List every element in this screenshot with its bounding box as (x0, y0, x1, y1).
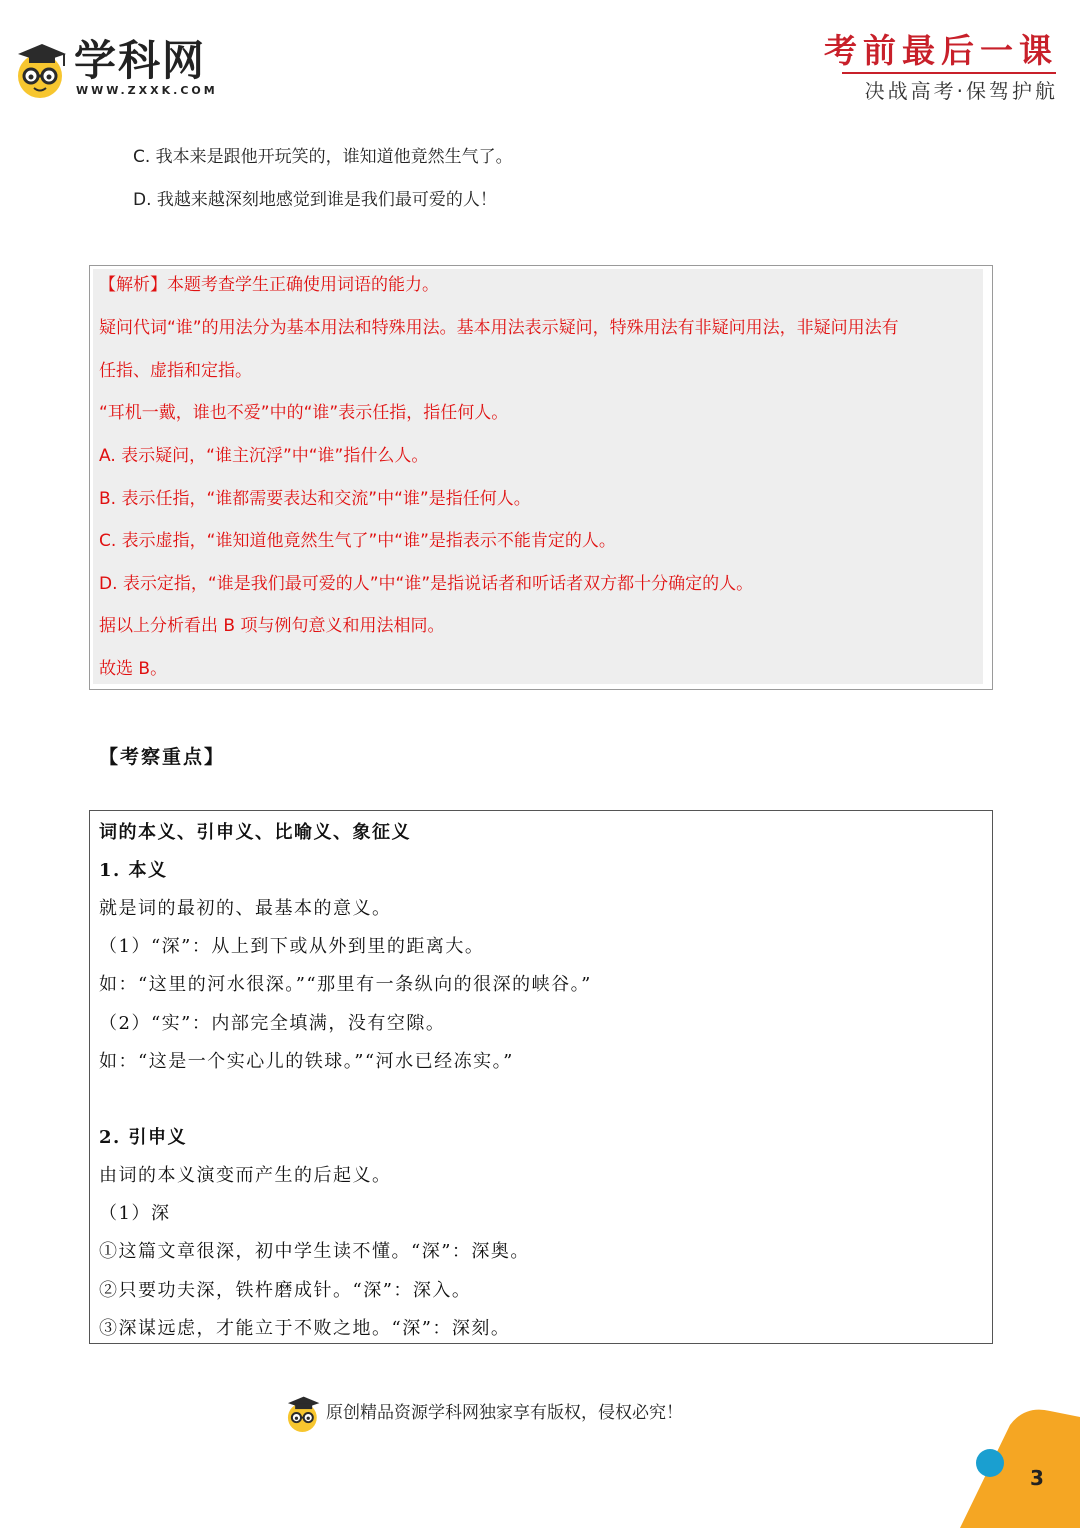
key-points-title: 词的本义、引申义、比喻义、象征义 (99, 822, 411, 843)
copyright-notice: 原创精品资源学科网独家享有版权，侵权必究！ (326, 1403, 683, 1423)
key-points-line: ①这篇文章很深，初中学生读不懂。“深”：深奥。 (99, 1241, 530, 1262)
analysis-line: D. 表示定指，“谁是我们最可爱的人”中“谁”是指说话者和听话者双方都十分确定的人。 (99, 574, 754, 594)
logo-url: WWW.ZXXK.COM (76, 84, 218, 97)
option-d: D. 我越来越深刻地感觉到谁是我们最可爱的人！ (133, 190, 497, 210)
corner-decoration-icon (950, 1405, 1080, 1528)
analysis-line: A. 表示疑问，“谁主沉浮”中“谁”指什么人。 (99, 446, 429, 466)
analysis-line: 【解析】本题考查学生正确使用词语的能力。 (99, 275, 439, 295)
analysis-line: 疑问代词“谁”的用法分为基本用法和特殊用法。基本用法表示疑问，特殊用法有非疑问用法，非疑问用法有 (99, 318, 899, 338)
key-points-line: （2）“实”：内部完全填满，没有空隙。 (99, 1013, 446, 1034)
key-points-line: ②只要功夫深，铁杵磨成针。“深”：深入。 (99, 1280, 472, 1301)
key-points-line: 如：“这是一个实心儿的铁球。”“河水已经冻实。” (99, 1051, 514, 1072)
option-c: C. 我本来是跟他开玩笑的，谁知道他竟然生气了。 (133, 147, 513, 167)
brand-title: 考前最后一课 (824, 31, 1058, 70)
key-points-line: （1）“深”：从上到下或从外到里的距离大。 (99, 936, 485, 957)
mascot-logo-icon (12, 38, 70, 100)
footer-mascot-icon (284, 1392, 322, 1434)
logo-text: 学科网 (74, 36, 207, 85)
analysis-line: 故选 B。 (99, 659, 168, 679)
key-points-heading: 【考察重点】 (99, 746, 226, 768)
key-points-subheading: 2. 引申义 (99, 1127, 188, 1148)
brand-subtitle: 决战高考·保驾护航 (864, 79, 1058, 103)
key-points-line: 如：“这里的河水很深。”“那里有一条纵向的很深的峡谷。” (99, 974, 592, 995)
key-points-line: 就是词的最初的、最基本的意义。 (99, 898, 392, 919)
analysis-line: 任指、虚指和定指。 (99, 361, 252, 381)
page-number: 3 (1030, 1466, 1044, 1490)
brand-divider (842, 72, 1056, 74)
key-points-line: ③深谋远虑，才能立于不败之地。“深”：深刻。 (99, 1318, 511, 1339)
analysis-line: B. 表示任指，“谁都需要表达和交流”中“谁”是指任何人。 (99, 489, 531, 509)
key-points-line: （1）深 (99, 1203, 171, 1224)
analysis-line: 据以上分析看出 B 项与例句意义和用法相同。 (99, 616, 445, 636)
analysis-line: C. 表示虚指，“谁知道他竟然生气了”中“谁”是指表示不能肯定的人。 (99, 531, 616, 551)
key-points-subheading: 1. 本义 (99, 860, 168, 881)
analysis-line: “耳机一戴，谁也不爱”中的“谁”表示任指，指任何人。 (99, 403, 509, 423)
key-points-line: 由词的本义演变而产生的后起义。 (99, 1165, 392, 1186)
